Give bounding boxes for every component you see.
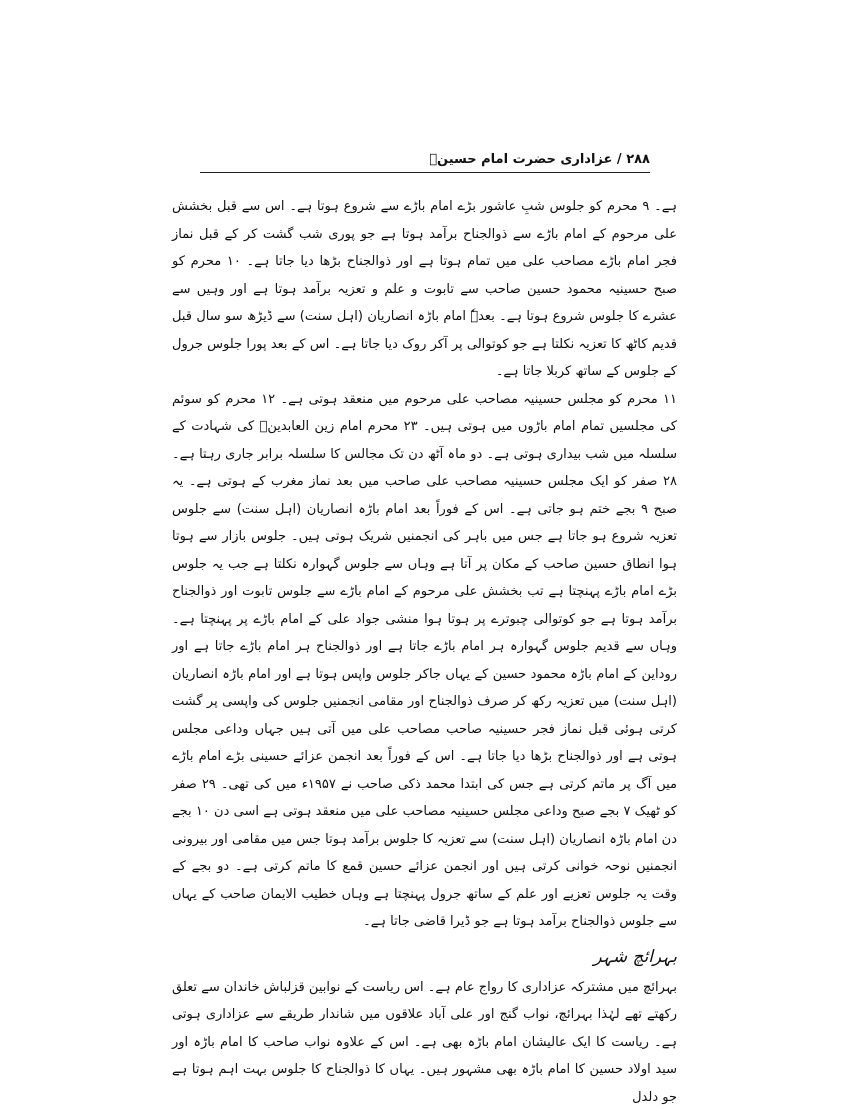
section-paragraph: بہرائچ میں مشترکہ عزاداری کا رواج عام ہے۔ اس ریاست کے نوابین قزلباش خاندان سے تعلق رکھتے تھے لہٰذا بہرائچ، نواب گنج اور علی آباد علاقوں میں شاندار طریقے سے عزاداری ہوتی ہے۔ ریاست کا ایک عالیشان امام باڑہ بھی ہے۔ اس کے علاوہ نواب صاحب کا امام باڑہ اور سید اولاد حسین کا امام باڑہ بھی مشہور ہیں۔ یہاں کا ذوالجناح کا جلوس بہت اہم ہوتا ہے جو دلدل: [172, 974, 677, 1111]
paragraph: ۱۱ محرم کو مجلس حسینیہ مصاحب علی مرحوم میں منعقد ہوتی ہے۔ ۱۲ محرم کو سوئم کی مجلسیں تمام امام باڑوں میں ہوتی ہیں۔ ۲۳ محرم امام زین العابدینؑ کی شہادت کے سلسلہ میں شب بیداری ہوتی ہے۔ دو ماہ آٹھ دن تک مجالس کا سلسلہ برابر جاری رہتا ہے۔ ۲۸ صفر کو ایک مجلس حسینیہ مصاحب علی صاحب میں بعد نماز مغرب کے ہوتی ہے۔ یہ صبح ۹ بجے ختم ہو جاتی ہے۔ اس کے فوراً بعد امام باڑہ انصاریان (اہل سنت) سے جلوس تعزیہ شروع ہو جاتا ہے جس میں باہر کی انجمنیں شریک ہوتی ہیں۔ جلوس بازار سے ہوتا ہوا انطاق حسین صاحب کے مکان پر آتا ہے وہاں سے جلوس گہوارہ نکلتا ہے جب یہ جلوس بڑے امام باڑے پہنچتا ہے تب بخشش علی مرحوم کے امام باڑے سے جلوس تابوت اور ذوالجناح برآمد ہوتا ہے جو کوتوالی چبوترے پر ہوتا ہوا منشی جواد علی کے امام باڑے پر پہنچتا ہے۔ وہاں سے قدیم جلوس گہوارہ ہر امام باڑے جاتا ہے اور ذوالجناح ہر امام باڑے جاتا ہے اور روداین کے امام باڑہ محمود حسین کے یہاں جاکر جلوس واپس ہوتا ہے اور امام باڑہ انصاریان (اہل سنت) میں تعزیہ رکھ کر صرف ذوالجناح اور مقامی انجمنیں جلوس کی واپسی پر گشت کرتی ہوئی قبل نماز فجر حسینیہ صاحب مصاحب علی میں آتی ہیں جہاں وداعی مجلس ہوتی ہے اور ذوالجناح بڑھا دیا جاتا ہے۔ اس کے فوراً بعد انجمن عزائے حسینی بڑے امام باڑے میں آگ پر ماتم کرتی ہے جس کی ابتدا محمد ذکی صاحب نے ۱۹۵۷ء میں کی تھی۔ ۲۹ صفر کو ٹھیک ۷ بجے صبح وداعی مجلس حسینیہ مصاحب علی میں منعقد ہوتی ہے اسی دن ۱۰ بجے دن امام باڑہ انصاریان (اہل سنت) سے تعزیہ کا جلوس برآمد ہوتا جس میں مقامی اور بیرونی انجمنیں نوحہ خوانی کرتی ہیں اور انجمن عزائے حسین قمع کا ماتم کرتی ہے۔ دو بجے کے وقت یہ جلوس تعزیے اور علم کے ساتھ جرول پہنچتا ہے وہاں خطیب الایمان صاحب کے یہاں سے جلوس ذوالجناح برآمد ہوتا ہے جو ڈیرا قاضی جاتا ہے۔: [172, 386, 677, 936]
header-divider: [200, 172, 650, 173]
paragraph: ہے۔ ۹ محرم کو جلوس شبِ عاشور بڑے امام باڑے سے شروع ہوتا ہے۔ اس سے قبل بخشش علی مرحوم کے امام باڑے سے ذوالجناح برآمد ہوتا ہے جو پوری شب گشت کر کے قبل نماز فجر امام باڑے مصاحب علی میں تمام ہوتا ہے اور ذوالجناح بڑھا دیا جاتا ہے۔ ۱۰ محرم کو صبح حسینیہ محمود حسین صاحب سے تابوت و علم و تعزیہ برآمد ہوتا ہے اور وہیں سے عشرے کا جلوس شروع ہوتا ہے۔ بعدہٗ امام باڑہ انصاریان (اہل سنت) سے ڈیڑھ سو سال قبل قدیم کاٹھ کا تعزیہ نکلتا ہے جو کوتوالی پر آکر روک دیا جاتا ہے۔ اس کے بعد پورا جلوس جرول کے جلوس کے ساتھ کربلا جاتا ہے۔: [172, 193, 677, 386]
body-text: [172, 193, 677, 1111]
page-header-title: ۲۸۸ / عزاداری حضرت امام حسینؑ: [429, 150, 650, 170]
section-heading: بہرائچ شہر: [172, 942, 677, 972]
page-header: [0, 150, 850, 180]
